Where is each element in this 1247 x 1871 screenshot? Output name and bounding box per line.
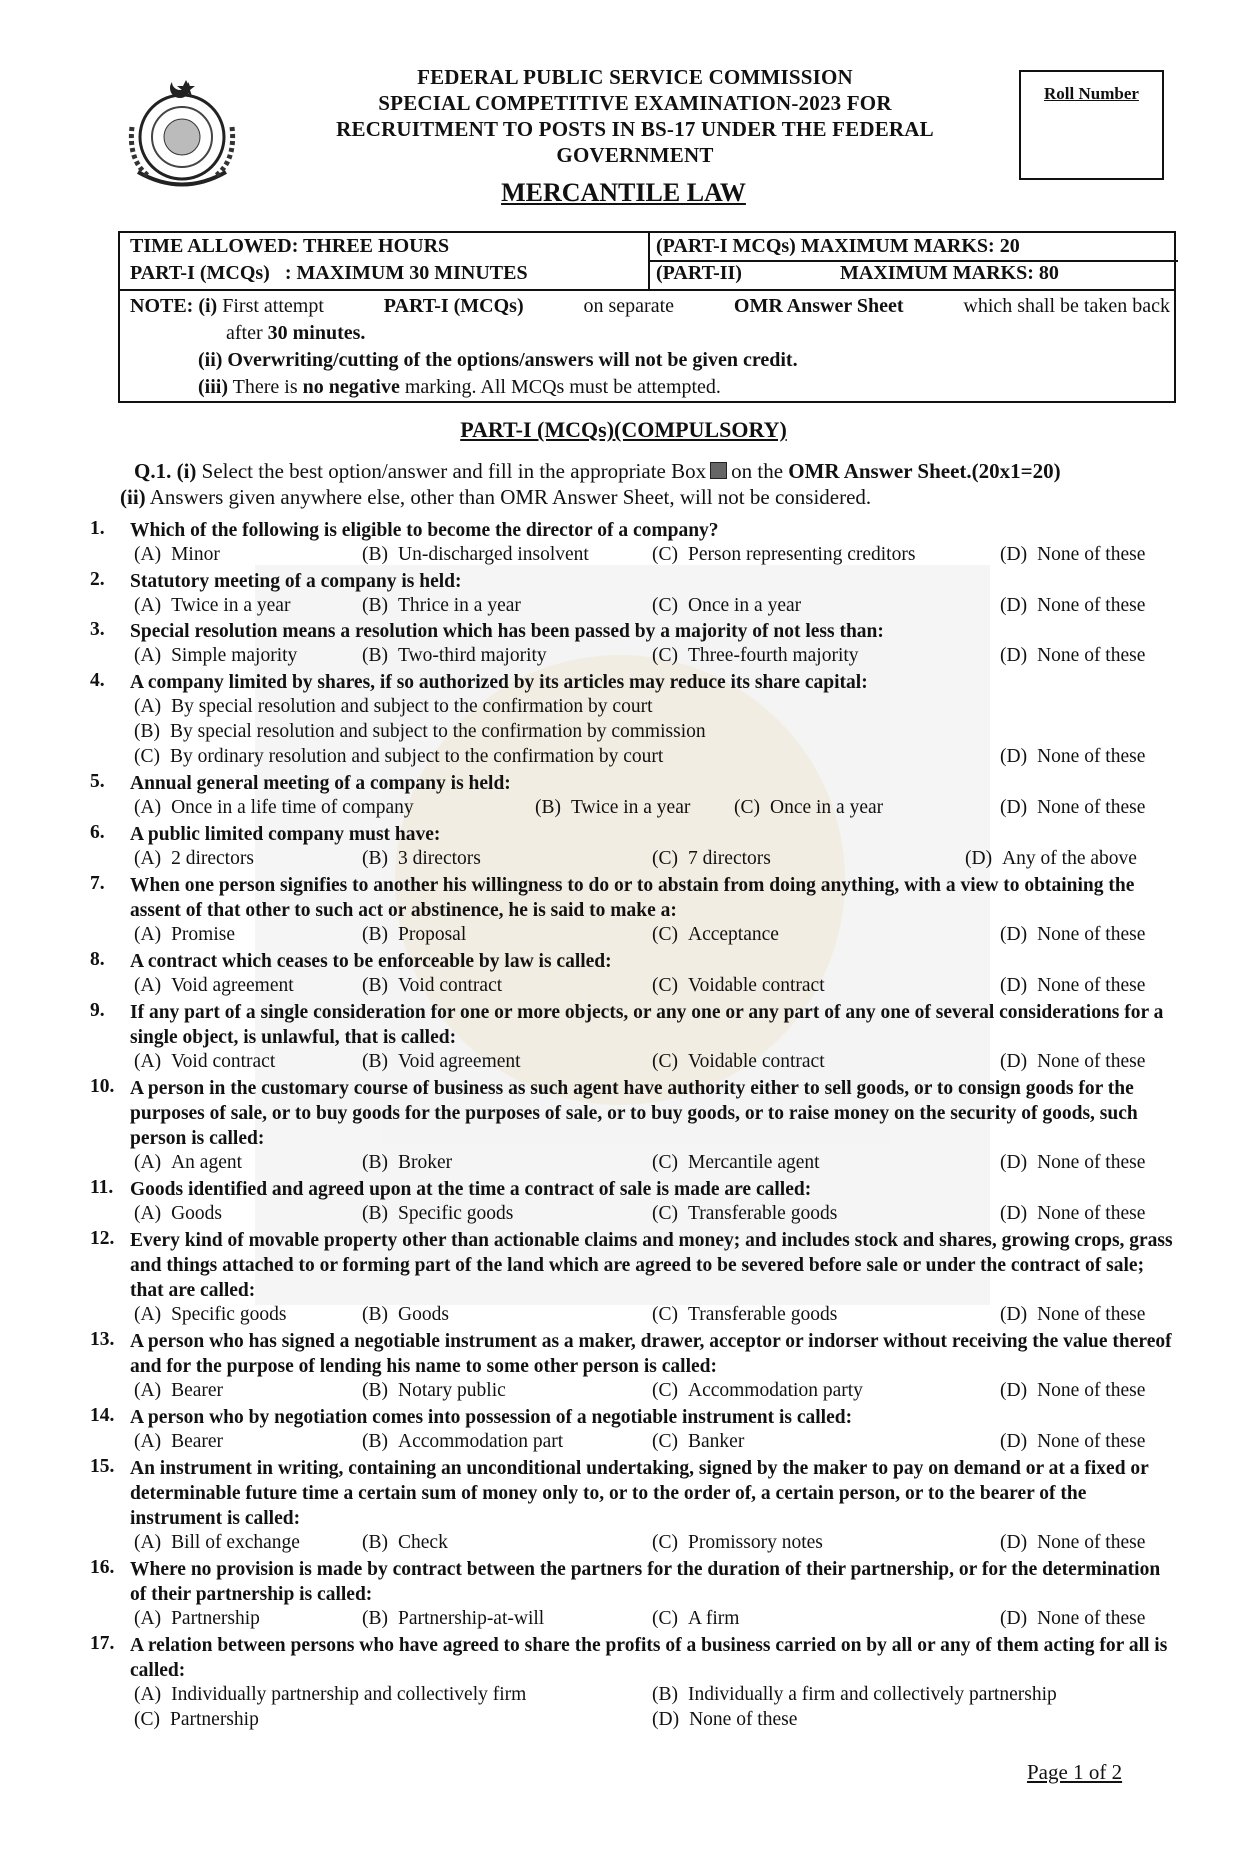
option-label: (A) [134, 595, 162, 616]
question-text: Which of the following is eligible to become the director of a company? [130, 520, 719, 541]
question-text: A company limited by shares, if so authorized by its articles may reduce its share capital: [130, 672, 868, 693]
option-label: (B) [535, 797, 561, 818]
note-2: (ii) Overwriting/cutting of the options/answers will not be given credit. [198, 349, 798, 371]
option-text: Individually partnership and collectively firm [171, 1684, 527, 1705]
option-b [362, 1203, 513, 1225]
option-text: None of these [1037, 1380, 1146, 1401]
fpsc-emblem-icon [120, 72, 245, 192]
option-label: (B) [362, 1203, 388, 1224]
option-label: (B) [362, 1608, 388, 1629]
option-label: (D) [965, 848, 993, 869]
note-1-text-f: after [226, 322, 263, 344]
option-label: (A) [134, 1304, 162, 1325]
question-text: A person who has signed a negotiable instrument as a maker, drawer, acceptor or indorser without receiving the value thereof and for the purpose of lending his name to some other person is called: [130, 1331, 1172, 1377]
option-label: (D) [1000, 1152, 1028, 1173]
option-text: None of these [689, 1709, 798, 1730]
question-text: Special resolution means a resolution which has been passed by a majority of not less than: [130, 621, 884, 642]
option-b [535, 797, 690, 819]
option-d [1000, 645, 1145, 667]
option-text: Twice in a year [571, 797, 691, 818]
option-a [134, 1532, 300, 1554]
roll-number-box [1019, 70, 1164, 180]
option-d [1000, 1051, 1145, 1073]
question-text: Statutory meeting of a company is held: [130, 571, 462, 592]
option-text: 3 directors [398, 848, 481, 869]
option-b [362, 1051, 521, 1073]
question-text: A public limited company must have: [130, 824, 441, 845]
option-a [134, 544, 220, 566]
option-text: None of these [1037, 1152, 1146, 1173]
option-label: (A) [134, 1608, 162, 1629]
option-text: None of these [1037, 746, 1146, 767]
option-text: Void agreement [171, 975, 294, 996]
option-text: None of these [1037, 645, 1146, 666]
option-label: (A) [134, 544, 162, 565]
option-a [134, 696, 653, 718]
option-text: By special resolution and subject to the confirmation by court [171, 696, 653, 717]
option-b [362, 1532, 448, 1554]
option-text: Bill of exchange [171, 1532, 300, 1553]
option-label: (C) [652, 595, 678, 616]
option-text: Simple majority [171, 645, 298, 666]
i-label: (i) [176, 459, 197, 483]
option-label: (D) [1000, 924, 1028, 945]
question-text: When one person signifies to another his willingness to do or to abstain from doing anything, with a view to obtaining the assent of that other to such act or abstinence, he is said to make a: [130, 875, 1135, 921]
option-text: Transferable goods [688, 1304, 838, 1325]
question-number: 13. [90, 1329, 115, 1350]
header-line-3: RECRUITMENT TO POSTS IN BS-17 UNDER THE FEDERAL [336, 117, 934, 141]
option-text: A firm [688, 1608, 740, 1629]
option-b [362, 1380, 506, 1402]
option-a [134, 1152, 242, 1174]
option-text: Partnership [171, 1608, 260, 1629]
option-text: Check [398, 1532, 448, 1553]
option-text: Transferable goods [688, 1203, 838, 1224]
option-label: (A) [134, 696, 162, 717]
option-d [1000, 595, 1145, 617]
question-text: Goods identified and agreed upon at the time a contract of sale is made are called: [130, 1179, 812, 1200]
option-label: (C) [134, 746, 160, 767]
option-a [134, 645, 297, 667]
note-3-text-a: There is [232, 376, 298, 398]
option-b [652, 1684, 1057, 1706]
option-text: 7 directors [688, 848, 771, 869]
option-label: (B) [362, 544, 388, 565]
option-text: None of these [1037, 975, 1146, 996]
option-label: (C) [134, 1709, 160, 1730]
option-c [652, 1152, 820, 1174]
option-label: (B) [362, 924, 388, 945]
option-d [1000, 975, 1145, 997]
option-label: (B) [362, 1532, 388, 1553]
header-line-2: SPECIAL COMPETITIVE EXAMINATION-2023 FOR [378, 91, 892, 115]
option-text: Once in a life time of company [171, 797, 414, 818]
option-a [134, 1380, 223, 1402]
option-text: Banker [688, 1431, 745, 1452]
option-text: Proposal [398, 924, 467, 945]
option-a [134, 848, 254, 870]
part-title: PART-I (MCQs)(COMPULSORY) [460, 417, 787, 442]
i-text-c: OMR Answer Sheet.(20x1=20) [788, 459, 1061, 483]
option-label: (D) [1000, 975, 1028, 996]
question-text: An instrument in writing, containing an unconditional undertaking, signed by the maker to pay on demand or at a fixed or determinable future time a certain sum of money only to, or to the order of, a certain person, or to the bearer of the instrument is called: [130, 1458, 1149, 1529]
option-text: Thrice in a year [398, 595, 521, 616]
time-allowed: TIME ALLOWED: THREE HOURS [130, 235, 450, 257]
note-1-text-c: on separate [583, 295, 675, 317]
option-text: None of these [1037, 1431, 1146, 1452]
option-label: (B) [362, 848, 388, 869]
option-label: (D) [1000, 797, 1028, 818]
option-text: None of these [1037, 924, 1146, 945]
part1-time: PART-I (MCQs) : MAXIMUM 30 MINUTES [130, 262, 528, 284]
option-label: (D) [1000, 1380, 1028, 1401]
ii-label: (ii) [120, 485, 146, 509]
note-1-text-e: which shall be taken back [963, 295, 1170, 317]
option-text: None of these [1037, 595, 1146, 616]
option-text: Specific goods [171, 1304, 287, 1325]
question-number: 3. [90, 619, 105, 640]
q1-label: Q.1. [134, 459, 172, 483]
question-number: 1. [90, 518, 105, 539]
option-c [652, 1532, 823, 1554]
option-c [652, 1431, 744, 1453]
option-label: (A) [134, 1380, 162, 1401]
option-text: Mercantile agent [688, 1152, 820, 1173]
option-text: Partnership-at-will [398, 1608, 545, 1629]
option-text: None of these [1037, 1608, 1146, 1629]
question-text: A relation between persons who have agreed to share the profits of a business carried on by all or any of them acting for all is called: [130, 1635, 1168, 1681]
question-number: 7. [90, 873, 105, 894]
option-label: (A) [134, 1152, 162, 1173]
option-label: (A) [134, 1684, 162, 1705]
option-c [652, 1051, 825, 1073]
option-c [652, 924, 779, 946]
part2-marks: MAXIMUM MARKS: 80 [840, 262, 1059, 284]
option-text: Bearer [171, 1380, 224, 1401]
option-b [362, 975, 502, 997]
option-b [362, 924, 466, 946]
option-d [1000, 1304, 1145, 1326]
exam-header [290, 64, 980, 168]
option-d [1000, 746, 1145, 768]
option-b [362, 595, 521, 617]
note-3-text-c: marking. All MCQs must be attempted. [404, 376, 721, 398]
question-number: 6. [90, 822, 105, 843]
option-label: (C) [652, 1304, 678, 1325]
note-label: NOTE: [130, 295, 194, 317]
question-text: A person in the customary course of business as such agent have authority either to sell goods, or to consign goods for the purposes of sale, or to buy goods for the purposes of sale, or to buy goods, or to raise money on the security of goods, such person is called: [130, 1078, 1138, 1149]
option-text: Void contract [398, 975, 503, 996]
option-text: Notary public [398, 1380, 506, 1401]
option-label: (C) [652, 1203, 678, 1224]
option-b [362, 645, 547, 667]
option-label: (B) [362, 1051, 388, 1072]
option-d [1000, 544, 1145, 566]
option-text: None of these [1037, 1532, 1146, 1553]
option-a [134, 595, 290, 617]
question-number: 12. [90, 1228, 115, 1249]
option-label: (B) [362, 595, 388, 616]
option-label: (D) [1000, 746, 1028, 767]
option-c [652, 1203, 837, 1225]
option-label: (B) [362, 1304, 388, 1325]
option-text: Void contract [171, 1051, 276, 1072]
option-label: (A) [134, 797, 162, 818]
option-d [1000, 1152, 1145, 1174]
option-d [1000, 1380, 1145, 1402]
option-text: Promise [171, 924, 235, 945]
option-text: Person representing creditors [688, 544, 916, 565]
question-text: Annual general meeting of a company is held: [130, 773, 511, 794]
option-text: None of these [1037, 544, 1146, 565]
option-text: Void agreement [398, 1051, 521, 1072]
header-line-4: GOVERNMENT [556, 143, 714, 167]
option-text: Accommodation part [398, 1431, 564, 1452]
option-label: (C) [652, 645, 678, 666]
option-text: An agent [171, 1152, 243, 1173]
option-label: (D) [1000, 544, 1028, 565]
option-text: Promissory notes [688, 1532, 823, 1553]
option-d [1000, 924, 1145, 946]
i-text-b: on the [731, 459, 784, 483]
option-label: (A) [134, 1203, 162, 1224]
option-label: (D) [1000, 1203, 1028, 1224]
option-d [652, 1709, 797, 1731]
option-b [362, 1152, 452, 1174]
roll-number-label: Roll Number [1044, 84, 1139, 103]
question-number: 9. [90, 1000, 105, 1021]
option-d [1000, 1431, 1145, 1453]
option-a [134, 797, 414, 819]
option-c [652, 1380, 863, 1402]
option-label: (D) [1000, 1051, 1028, 1072]
option-text: Three-fourth majority [688, 645, 859, 666]
filled-box-icon [710, 462, 727, 479]
part2-label: (PART-II) [656, 262, 742, 284]
option-label: (A) [134, 975, 162, 996]
question-number: 4. [90, 670, 105, 691]
question-number: 17. [90, 1633, 115, 1654]
option-label: (C) [652, 1431, 678, 1452]
option-label: (A) [134, 645, 162, 666]
question-number: 16. [90, 1557, 115, 1578]
q1-instruction-i [134, 458, 1194, 484]
option-c [734, 797, 883, 819]
option-c [652, 544, 915, 566]
option-text: Twice in a year [171, 595, 291, 616]
option-text: By special resolution and subject to the confirmation by commission [170, 721, 706, 742]
option-b [362, 1431, 563, 1453]
note-1-text-d: OMR Answer Sheet [733, 295, 904, 317]
option-b [362, 1608, 544, 1630]
note-1-text-b: PART-I (MCQs) [383, 295, 524, 317]
option-text: Accommodation party [688, 1380, 863, 1401]
option-d [1000, 797, 1145, 819]
option-text: By ordinary resolution and subject to the confirmation by court [170, 746, 664, 767]
note-3-text-b: no negative [302, 376, 400, 398]
option-label: (D) [1000, 1431, 1028, 1452]
option-text: Specific goods [398, 1203, 514, 1224]
option-c [134, 746, 663, 768]
option-c [652, 848, 771, 870]
option-text: Minor [171, 544, 220, 565]
option-a [134, 975, 294, 997]
option-c [134, 1709, 259, 1731]
option-text: Acceptance [688, 924, 779, 945]
option-label: (A) [134, 1431, 162, 1452]
question-text: If any part of a single consideration for one or more objects, or any one or any part of any one of several considerations for a single object, is unlawful, that is called: [130, 1002, 1164, 1048]
option-label: (C) [652, 544, 678, 565]
question-number: 11. [90, 1177, 114, 1198]
option-label: (D) [1000, 595, 1028, 616]
option-d [1000, 1203, 1145, 1225]
option-label: (C) [652, 1380, 678, 1401]
option-text: Individually a firm and collectively partnership [688, 1684, 1057, 1705]
page-footer: Page 1 of 2 [1027, 1760, 1123, 1784]
option-c [652, 1608, 739, 1630]
option-label: (B) [362, 1152, 388, 1173]
option-label: (A) [134, 1532, 162, 1553]
option-text: Once in a year [770, 797, 884, 818]
option-label: (C) [652, 848, 678, 869]
option-d [965, 848, 1137, 870]
option-text: Un-discharged insolvent [398, 544, 589, 565]
option-text: 2 directors [171, 848, 254, 869]
option-label: (B) [652, 1684, 678, 1705]
option-label: (D) [1000, 645, 1028, 666]
option-a [134, 1608, 260, 1630]
option-label: (C) [734, 797, 760, 818]
part1-marks: (PART-I MCQs) MAXIMUM MARKS: 20 [656, 235, 1020, 257]
option-text: Goods [398, 1304, 449, 1325]
subject-title: MERCANTILE LAW [501, 178, 746, 207]
option-label: (B) [362, 645, 388, 666]
option-text: Once in a year [688, 595, 802, 616]
ii-text: Answers given anywhere else, other than OMR Answer Sheet, will not be considered. [149, 485, 872, 509]
option-label: (C) [652, 1532, 678, 1553]
option-label: (C) [652, 1608, 678, 1629]
option-label: (C) [652, 975, 678, 996]
option-label: (C) [652, 1152, 678, 1173]
q1-instruction-ii [120, 484, 1180, 510]
option-text: Goods [171, 1203, 222, 1224]
option-label: (C) [652, 924, 678, 945]
divider [120, 289, 1174, 291]
option-text: Bearer [171, 1431, 224, 1452]
option-label: (B) [362, 1431, 388, 1452]
option-text: Broker [398, 1152, 453, 1173]
option-a [134, 1684, 526, 1706]
question-number: 15. [90, 1456, 115, 1477]
header-line-1: FEDERAL PUBLIC SERVICE COMMISSION [417, 65, 853, 89]
question-number: 5. [90, 771, 105, 792]
note-1-text-g: 30 minutes. [267, 322, 366, 344]
option-text: Voidable contract [688, 975, 825, 996]
option-label: (B) [134, 721, 160, 742]
option-a [134, 1431, 223, 1453]
option-text: Two-third majority [398, 645, 547, 666]
option-b [362, 544, 589, 566]
question-number: 8. [90, 949, 105, 970]
question-text: A person who by negotiation comes into possession of a negotiable instrument is called: [130, 1407, 853, 1428]
option-label: (C) [652, 1051, 678, 1072]
option-c [652, 645, 859, 667]
option-b [362, 848, 481, 870]
option-label: (D) [1000, 1532, 1028, 1553]
option-label: (D) [1000, 1304, 1028, 1325]
option-label: (B) [362, 1380, 388, 1401]
question-text: A contract which ceases to be enforceable by law is called: [130, 951, 612, 972]
option-text: None of these [1037, 797, 1146, 818]
option-a [134, 924, 235, 946]
option-label: (A) [134, 848, 162, 869]
option-c [652, 975, 825, 997]
option-d [1000, 1532, 1145, 1554]
notes [130, 293, 1170, 401]
option-a [134, 1203, 222, 1225]
option-label: (A) [134, 924, 162, 945]
note-1-text-a: First attempt [222, 295, 324, 317]
question-number: 14. [90, 1405, 115, 1426]
option-label: (B) [362, 975, 388, 996]
option-a [134, 1304, 286, 1326]
instruction-box [118, 231, 1176, 403]
option-text: None of these [1037, 1203, 1146, 1224]
option-c [652, 1304, 837, 1326]
i-text-a: Select the best option/answer and fill in the appropriate Box [201, 459, 707, 483]
option-text: Voidable contract [688, 1051, 825, 1072]
question-text: Where no provision is made by contract between the partners for the duration of their partnership, or for the determination of their partnership is called: [130, 1559, 1161, 1605]
option-text: None of these [1037, 1304, 1146, 1325]
note-1-num: (i) [198, 295, 218, 317]
option-text: Any of the above [1002, 848, 1137, 869]
question-text: Every kind of movable property other than actionable claims and money; and includes stock and shares, growing crops, grass and things attached to or forming part of the land which are agreed to be severed before sale or under the contract of sale; that are called: [130, 1230, 1173, 1301]
option-c [652, 595, 801, 617]
question-number: 2. [90, 569, 105, 590]
option-label: (D) [652, 1709, 680, 1730]
option-a [134, 1051, 275, 1073]
option-b [134, 721, 706, 743]
option-label: (D) [1000, 1608, 1028, 1629]
option-text: None of these [1037, 1051, 1146, 1072]
option-text: Partnership [170, 1709, 259, 1730]
option-b [362, 1304, 449, 1326]
option-d [1000, 1608, 1145, 1630]
question-number: 10. [90, 1076, 115, 1097]
option-label: (A) [134, 1051, 162, 1072]
note-3-num: (iii) [198, 376, 228, 398]
